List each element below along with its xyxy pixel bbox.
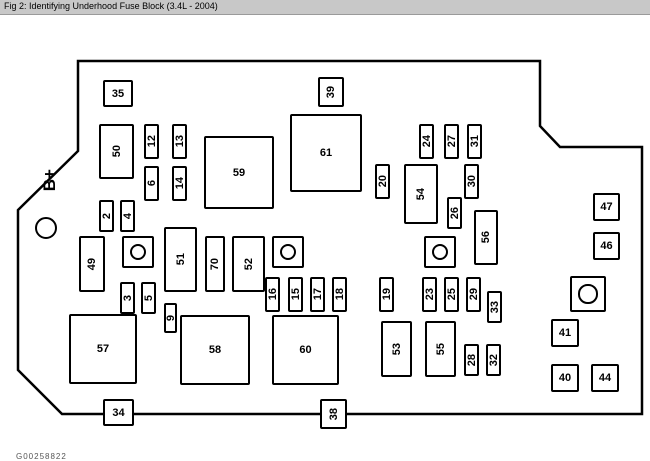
- fuse-17[interactable]: [310, 277, 325, 312]
- fuse-label: 3: [121, 294, 134, 302]
- fuse-label: 30: [465, 175, 478, 188]
- fuse-label: 26: [448, 206, 461, 220]
- fuse-33[interactable]: [487, 291, 502, 323]
- fuse-41[interactable]: [551, 319, 579, 347]
- fuse-label: 9: [164, 314, 177, 322]
- fuse-52[interactable]: [232, 236, 265, 292]
- fuse-label: 2: [100, 212, 113, 220]
- fuse-13[interactable]: [172, 124, 187, 159]
- fuse-label: 24: [420, 135, 433, 148]
- relay-socket[interactable]: [424, 236, 456, 268]
- diagram-code: G00258822: [16, 452, 67, 461]
- fuse-label: 32: [487, 353, 500, 367]
- fuse-50[interactable]: [99, 124, 134, 179]
- relay-socket[interactable]: [272, 236, 304, 268]
- fuse-label: 25: [445, 288, 458, 301]
- fuse-53[interactable]: [381, 321, 412, 377]
- fuse-61[interactable]: [290, 114, 362, 192]
- fuse-label: 5: [142, 294, 155, 302]
- fuse-label: 55: [434, 342, 447, 356]
- fuse-30[interactable]: [464, 164, 479, 199]
- fuse-4[interactable]: [120, 200, 135, 232]
- fuse-label: 49: [86, 257, 98, 271]
- fuse-32[interactable]: [486, 344, 501, 376]
- fuse-2[interactable]: [99, 200, 114, 232]
- fuse-label: 41: [558, 327, 572, 339]
- fuse-60[interactable]: [272, 315, 339, 385]
- fuse-label: 57: [96, 343, 110, 355]
- battery-positive-label: B+: [40, 169, 59, 192]
- fuse-label: 15: [289, 288, 302, 301]
- socket-ring: [432, 244, 449, 261]
- fuse-23[interactable]: [422, 277, 437, 312]
- fuse-label: 6: [145, 180, 158, 187]
- fuse-label: 40: [558, 372, 572, 384]
- fuse-25[interactable]: [444, 277, 459, 312]
- fuse-24[interactable]: [419, 124, 434, 159]
- fuse-label: 23: [423, 288, 436, 301]
- socket-ring: [578, 284, 597, 303]
- fuse-15[interactable]: [288, 277, 303, 312]
- fuse-label: 28: [465, 353, 478, 367]
- fuse-31[interactable]: [467, 124, 482, 159]
- fuse-label: 31: [468, 135, 481, 148]
- fuse-47[interactable]: [593, 193, 620, 221]
- fuse-28[interactable]: [464, 344, 479, 376]
- fuse-26[interactable]: [447, 197, 462, 229]
- figure-titlebar: [0, 0, 650, 15]
- fuse-label: 70: [209, 257, 221, 271]
- fuse-label: 4: [121, 212, 134, 220]
- fuse-label: 51: [174, 253, 187, 266]
- fuse-label: 61: [319, 147, 333, 159]
- battery-stud: [35, 217, 57, 239]
- fuse-9[interactable]: [164, 303, 177, 333]
- figure-caption: Fig 2: Identifying Underhood Fuse Block (3.4L - 2004): [4, 1, 218, 11]
- fuse-label: 29: [467, 288, 480, 301]
- relay-socket[interactable]: [570, 276, 606, 312]
- fuse-51[interactable]: [164, 227, 197, 292]
- fuse-block-diagram: [0, 14, 650, 461]
- fuse-55[interactable]: [425, 321, 456, 377]
- fuse-29[interactable]: [466, 277, 481, 312]
- fuse-44[interactable]: [591, 364, 619, 392]
- fuse-label: 46: [600, 240, 613, 252]
- fuse-label: 18: [333, 288, 346, 301]
- fuse-label: 13: [173, 135, 186, 148]
- socket-ring: [130, 244, 147, 261]
- fuse-39[interactable]: [318, 77, 344, 107]
- fuse-5[interactable]: [141, 282, 156, 314]
- fuse-49[interactable]: [79, 236, 105, 292]
- fuse-label: 38: [327, 407, 340, 421]
- fuse-label: 58: [208, 344, 222, 356]
- socket-ring: [280, 244, 297, 261]
- fuse-18[interactable]: [332, 277, 347, 312]
- fuse-label: 47: [600, 201, 613, 213]
- fuse-12[interactable]: [144, 124, 159, 159]
- fuse-59[interactable]: [204, 136, 274, 209]
- fuse-label: 17: [311, 288, 324, 301]
- fuse-label: 56: [480, 231, 492, 244]
- fuse-19[interactable]: [379, 277, 394, 312]
- fuse-6[interactable]: [144, 166, 159, 201]
- fuse-35[interactable]: [103, 80, 133, 107]
- fuse-label: 60: [299, 344, 312, 356]
- fuse-34[interactable]: [103, 399, 134, 426]
- fuse-label: 34: [112, 406, 125, 419]
- fuse-70[interactable]: [205, 236, 225, 292]
- fuse-label: 39: [325, 85, 337, 99]
- fuse-label: 50: [110, 145, 123, 158]
- fuse-label: 35: [111, 87, 125, 100]
- fuse-56[interactable]: [474, 210, 498, 265]
- fuse-27[interactable]: [444, 124, 459, 159]
- fuse-58[interactable]: [180, 315, 250, 385]
- fuse-46[interactable]: [593, 232, 620, 260]
- fuse-label: 53: [390, 342, 403, 356]
- fuse-40[interactable]: [551, 364, 579, 392]
- fuse-54[interactable]: [404, 164, 438, 224]
- fuse-14[interactable]: [172, 166, 187, 201]
- relay-socket[interactable]: [122, 236, 154, 268]
- fuse-16[interactable]: [265, 277, 280, 312]
- fuse-38[interactable]: [320, 399, 347, 429]
- fuse-label: 33: [488, 300, 501, 314]
- fuse-label: 27: [445, 135, 458, 148]
- fuse-label: 59: [232, 166, 246, 179]
- fuse-label: 52: [242, 257, 255, 271]
- fuse-label: 14: [173, 177, 186, 190]
- fuse-label: 54: [415, 187, 427, 201]
- fuse-label: 44: [598, 372, 612, 384]
- fuse-label: 19: [380, 288, 393, 301]
- fuse-57[interactable]: [69, 314, 137, 384]
- fuse-label: 12: [145, 135, 158, 148]
- fuse-label: 16: [266, 288, 279, 301]
- fuse-20[interactable]: [375, 164, 390, 199]
- fuse-3[interactable]: [120, 282, 135, 314]
- fuse-label: 20: [376, 175, 389, 188]
